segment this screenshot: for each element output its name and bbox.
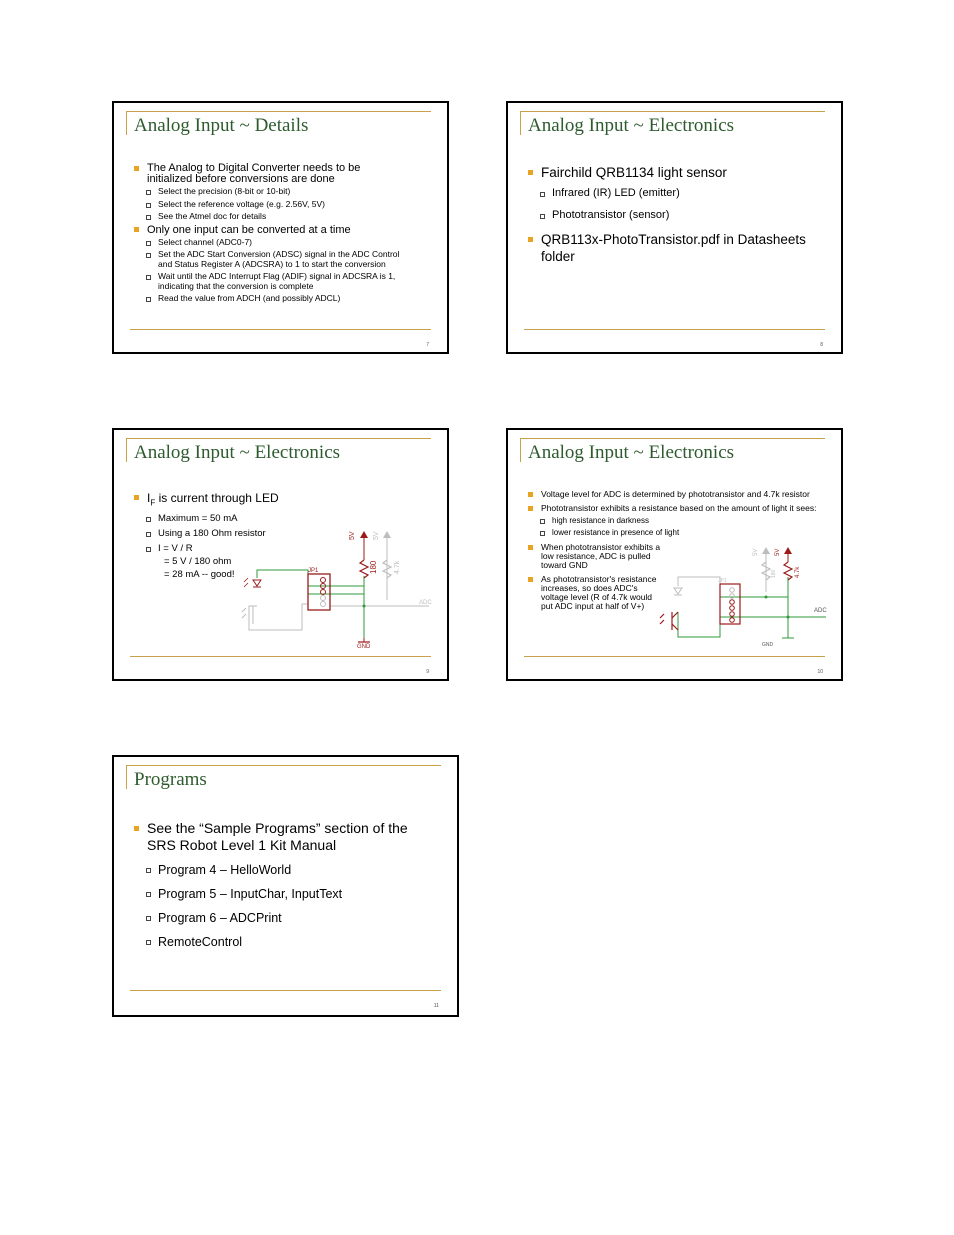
sub-bullet: See the Atmel doc for details — [146, 212, 431, 222]
bullet: Only one input can be converted at a time — [134, 225, 431, 236]
page-number: 9 — [426, 669, 429, 675]
slide-title: Analog Input ~ Electronics — [528, 442, 735, 463]
sub-bullet: I = V / R — [146, 543, 431, 554]
sub-bullet: Maximum = 50 mA — [146, 513, 431, 524]
slide-title: Programs — [134, 769, 207, 790]
jumper-label: JP1 — [718, 578, 727, 584]
slide-7 — [112, 101, 449, 354]
resistor-4-7k-label: 4.7k — [394, 560, 401, 574]
bullet: Fairchild QRB1134 light sensor — [528, 165, 825, 181]
bullet — [134, 491, 431, 510]
current-symbol: I — [147, 491, 151, 505]
sub-bullet: RemoteControl — [146, 935, 441, 949]
slide-title: Analog Input ~ Details — [134, 115, 309, 136]
sub-bullet: Using a 180 Ohm resistor — [146, 528, 431, 539]
page-number: 7 — [426, 342, 429, 348]
current-subscript: F — [150, 498, 156, 508]
resistor-180-label: 180 — [369, 560, 378, 574]
bottom-rule — [130, 329, 431, 330]
bullet: Voltage level for ADC is determined by phototransistor and 4.7k resistor — [528, 490, 811, 499]
title-accent-bar — [520, 111, 521, 135]
bullet: The Analog to Digital Converter needs to be initialized before conversions are done — [134, 163, 392, 185]
schematic-voltage-label: 5V — [775, 548, 781, 556]
slide-title: Analog Input ~ Electronics — [134, 442, 341, 463]
title-accent-bar — [126, 111, 127, 135]
junction-dot — [765, 596, 768, 599]
slide-10 — [506, 428, 843, 681]
led-circuit-schematic — [239, 520, 439, 650]
sub-bullet: Read the value from ADCH (and possibly ADCL) — [146, 294, 410, 304]
adc-label: ADC — [814, 608, 827, 614]
top-rule — [520, 438, 825, 439]
gnd-label: GND — [357, 644, 371, 650]
sub-bullet: Infrared (IR) LED (emitter) — [540, 187, 825, 200]
top-rule — [126, 765, 441, 766]
bullet: As phototransistor's resistance increases, so does ADC's voltage level (R of 4.7k would put ADC input at half of V+) — [528, 575, 659, 611]
sub-bullet: Program 5 – InputChar, InputText — [146, 887, 441, 901]
bullet: When phototransistor exhibits a low resistance, ADC is pulled toward GND — [528, 543, 663, 570]
sub-bullet: Select the precision (8-bit or 10-bit) — [146, 187, 431, 197]
title-accent-bar — [520, 438, 521, 462]
schematic-voltage-label-2: 5V — [753, 548, 759, 556]
sub-bullet: Wait until the ADC Interrupt Flag (ADIF) signal in ADCSRA is 1, indicating that the conversion is complete — [146, 272, 410, 291]
schematic-voltage-label: 5V — [349, 531, 356, 540]
title-accent-bar — [126, 765, 127, 789]
resistor-180-label: 180 — [771, 569, 777, 578]
bullet-text: is current through LED — [155, 491, 279, 505]
gnd-label: GND — [762, 642, 774, 648]
slide-8 — [506, 101, 843, 354]
bottom-rule — [130, 990, 441, 991]
equation-line: = 5 V / 180 ohm — [164, 556, 232, 568]
sub-bullet: Select channel (ADC0-7) — [146, 238, 410, 248]
title-accent-bar — [126, 438, 127, 462]
slide-11 — [112, 755, 459, 1017]
bullet: QRB113x-PhotoTransistor.pdf in Datasheets folder — [528, 231, 826, 265]
top-rule — [520, 111, 825, 112]
bottom-rule — [524, 329, 825, 330]
junction-dot — [787, 616, 790, 619]
slide-title: Analog Input ~ Electronics — [528, 115, 735, 136]
resistor-4-7k-label: 4.7k — [795, 566, 801, 578]
schematic-voltage-label-2: 5V — [373, 531, 380, 540]
bullet: Phototransistor exhibits a resistance based on the amount of light it sees: — [528, 504, 821, 513]
junction-dot — [363, 605, 366, 608]
page-number: 8 — [820, 342, 823, 348]
top-rule — [126, 111, 431, 112]
slide-9 — [112, 428, 449, 681]
page-number: 10 — [817, 669, 823, 675]
sub-bullet: Select the reference voltage (e.g. 2.56V, 5V) — [146, 200, 431, 210]
adc-label: ADC — [419, 600, 432, 606]
jumper-label: JP1 — [308, 568, 319, 574]
phototransistor-circuit-schematic — [656, 542, 836, 652]
top-rule — [126, 438, 431, 439]
sub-bullet: high resistance in darkness — [540, 516, 825, 525]
sub-bullet: Phototransistor (sensor) — [540, 209, 825, 222]
sub-bullet: Program 4 – HelloWorld — [146, 863, 441, 877]
equation-line: = 28 mA -- good! — [164, 569, 235, 581]
sub-bullet: Set the ADC Start Conversion (ADSC) signal in the ADC Control and Status Register A (ADCSRA) to 1 to start the conversion — [146, 250, 410, 269]
sub-bullet: lower resistance in presence of light — [540, 528, 825, 537]
bullet: See the “Sample Programs” section of the SRS Robot Level 1 Kit Manual — [134, 820, 437, 854]
sub-bullet: Program 6 – ADCPrint — [146, 911, 441, 925]
page-number: 11 — [433, 1003, 439, 1009]
bottom-rule — [130, 656, 431, 657]
bottom-rule — [524, 656, 825, 657]
